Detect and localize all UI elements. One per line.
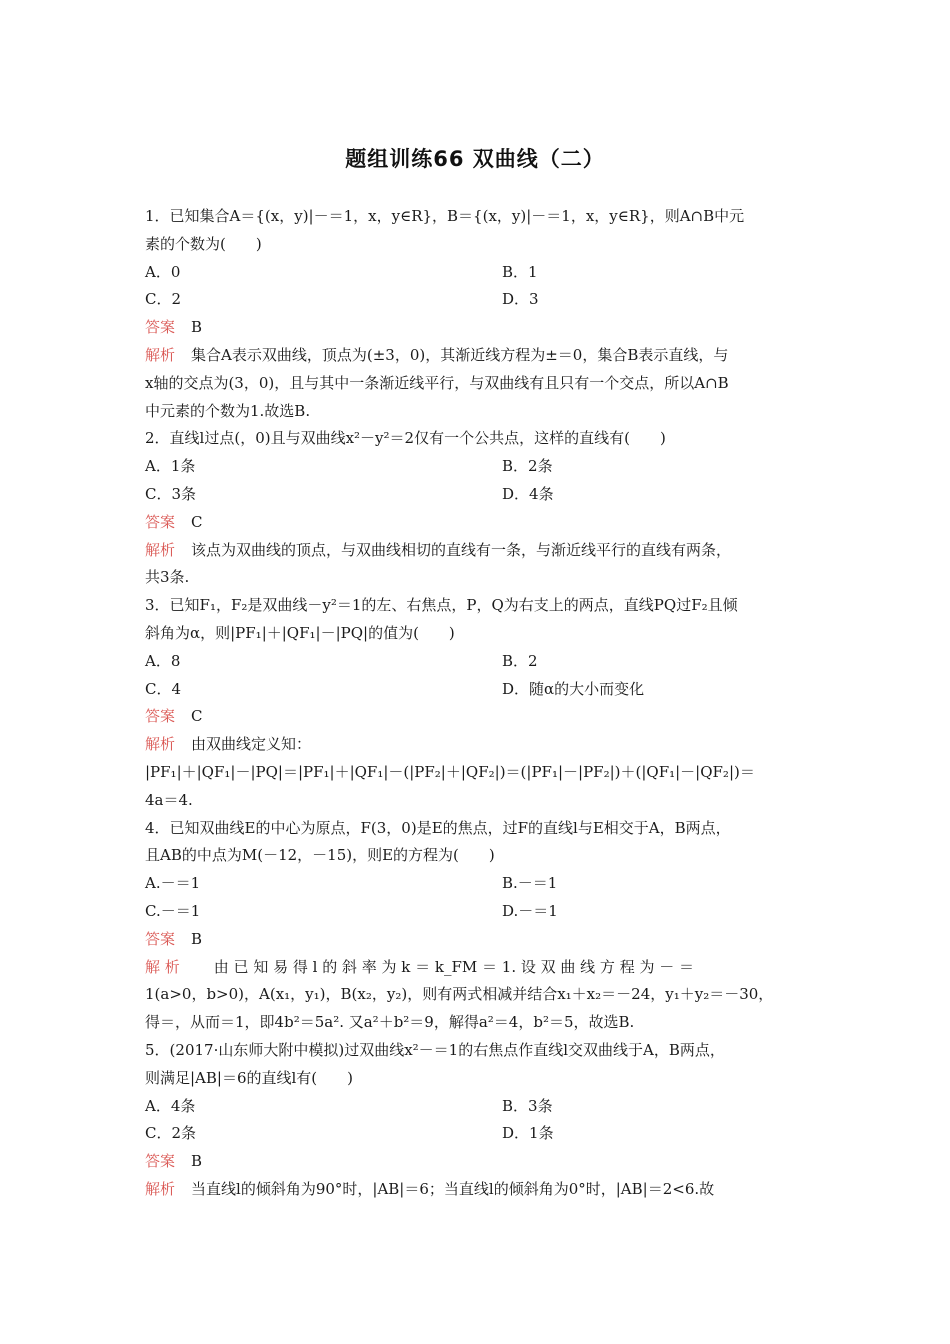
answer-value: B — [191, 929, 203, 948]
analysis-line — [145, 731, 810, 759]
analysis-text: 由双曲线定义知： — [191, 735, 312, 754]
answer-value: C — [191, 707, 203, 726]
analysis-line: x轴的交点为(3，0)，且与其中一条渐近线平行，与双曲线有且只有一个交点，所以A∩B — [145, 373, 729, 392]
question-text-line: 1．已知集合A＝{(x，y)|－＝1，x，y∈R}，B＝{(x，y)|－＝1，x，y∈R}，则A∩B中元 — [145, 207, 745, 225]
question-2 — [145, 425, 810, 592]
question-list — [145, 203, 810, 1204]
option-b: B.－＝1 — [502, 874, 558, 893]
option-a: A．0 — [145, 262, 181, 281]
options-row — [145, 676, 810, 704]
option-d: D．随α的大小而变化 — [502, 679, 645, 698]
option-b: B．2 — [502, 651, 538, 670]
answer-label: 答案 — [145, 512, 176, 531]
analysis-label: 解析 — [145, 540, 176, 559]
analysis-line: 共3条. — [145, 568, 190, 587]
analysis-line: 得＝，从而＝1，即4b²＝5a². 又a²＋b²＝9，解得a²＝4，b²＝5，故选B. — [145, 1013, 635, 1032]
question-text-line: 且AB的中点为M(－12，－15)，则E的方程为( ) — [145, 846, 495, 865]
option-d: D.－＝1 — [502, 901, 558, 920]
answer-label: 答案 — [145, 318, 176, 337]
option-b: B．2条 — [502, 457, 553, 476]
answer-value: B — [191, 1152, 203, 1171]
question-text-line: 4．已知双曲线E的中心为原点，F(3，0)是E的焦点，过F的直线l与E相交于A，B两点， — [145, 818, 731, 837]
option-a: A．1条 — [145, 457, 196, 476]
page-title: 题组训练66 双曲线（二） — [345, 147, 605, 171]
options-row — [145, 870, 810, 898]
options-row — [145, 648, 810, 676]
question-text-line: 斜角为α，则|PF₁|＋|QF₁|－|PQ|的值为( ) — [145, 623, 455, 642]
question-text-line: 素的个数为( ) — [145, 234, 262, 253]
question-3 — [145, 592, 810, 814]
analysis-line: 1(a>0，b>0)，A(x₁，y₁)，B(x₂，y₂)，则有两式相减并结合x₁＋x₂＝－24，y₁＋y₂＝－30， — [145, 985, 774, 1004]
option-c: C．2条 — [145, 1124, 197, 1143]
options-row — [145, 259, 810, 287]
analysis-label: 解析 — [145, 345, 176, 364]
options-row — [145, 286, 810, 314]
analysis-line — [145, 1176, 810, 1204]
analysis-text: 集合A表示双曲线，顶点为(±3，0)，其渐近线方程为±＝0，集合B表示直线，与 — [191, 345, 729, 364]
analysis-line: |PF₁|＋|QF₁|－|PQ|＝|PF₁|＋|QF₁|－(|PF₂|＋|QF₂|)＝(|PF₁|－|PF₂|)＋(|QF₁|－|QF₂|)＝ — [145, 762, 755, 781]
answer-line — [145, 1148, 810, 1176]
analysis-text: 由 已 知 易 得 l 的 斜 率 为 k ＝ k_FM ＝ 1. 设 双 曲 线 方 程 为 － ＝ — [213, 957, 695, 976]
answer-label: 答案 — [145, 929, 176, 948]
analysis-line — [145, 537, 810, 565]
question-5 — [145, 1037, 810, 1204]
question-text-line: 3．已知F₁，F₂是双曲线－y²＝1的左、右焦点，P，Q为右支上的两点，直线PQ过F₂且倾 — [145, 596, 738, 615]
analysis-line — [145, 954, 810, 982]
analysis-label: 解 析 — [145, 957, 180, 976]
option-b: B．3条 — [502, 1096, 553, 1115]
analysis-label: 解析 — [145, 735, 176, 754]
answer-line — [145, 926, 810, 954]
options-row — [145, 1120, 810, 1148]
option-d: D．3 — [502, 290, 539, 309]
option-a: A．8 — [145, 651, 181, 670]
answer-label: 答案 — [145, 707, 176, 726]
option-c: C．2 — [145, 290, 182, 309]
option-d: D．1条 — [502, 1124, 554, 1143]
option-a: A．4条 — [145, 1096, 196, 1115]
answer-line — [145, 314, 810, 342]
options-row — [145, 453, 810, 481]
analysis-line: 中元素的个数为1.故选B. — [145, 401, 311, 420]
question-1 — [145, 203, 810, 425]
answer-line — [145, 509, 810, 537]
answer-value: B — [191, 318, 203, 337]
question-text-line: 则满足|AB|＝6的直线l有( ) — [145, 1068, 354, 1087]
answer-line — [145, 703, 810, 731]
analysis-label: 解析 — [145, 1179, 176, 1198]
option-c: C．4 — [145, 679, 182, 698]
options-row — [145, 898, 810, 926]
answer-label: 答案 — [145, 1152, 176, 1171]
analysis-line: 4a＝4. — [145, 790, 193, 809]
options-row — [145, 481, 810, 509]
analysis-text: 当直线l的倾斜角为90°时，|AB|＝6；当直线l的倾斜角为0°时，|AB|＝2<6.故 — [191, 1179, 715, 1198]
option-d: D．4条 — [502, 484, 554, 503]
question-4 — [145, 815, 810, 1037]
options-row — [145, 1093, 810, 1121]
analysis-line — [145, 342, 810, 370]
option-c: C．3条 — [145, 484, 197, 503]
option-c: C.－＝1 — [145, 901, 201, 920]
option-a: A.－＝1 — [145, 874, 201, 893]
answer-value: C — [191, 512, 203, 531]
analysis-text: 该点为双曲线的顶点，与双曲线相切的直线有一条，与渐近线平行的直线有两条， — [191, 540, 732, 559]
question-text-line: 5．(2017·山东师大附中模拟)过双曲线x²－＝1的右焦点作直线l交双曲线于A，B两点， — [145, 1040, 725, 1059]
option-b: B．1 — [502, 262, 538, 281]
question-text-line: 2．直线l过点(，0)且与双曲线x²－y²＝2仅有一个公共点，这样的直线有( ) — [145, 429, 666, 448]
